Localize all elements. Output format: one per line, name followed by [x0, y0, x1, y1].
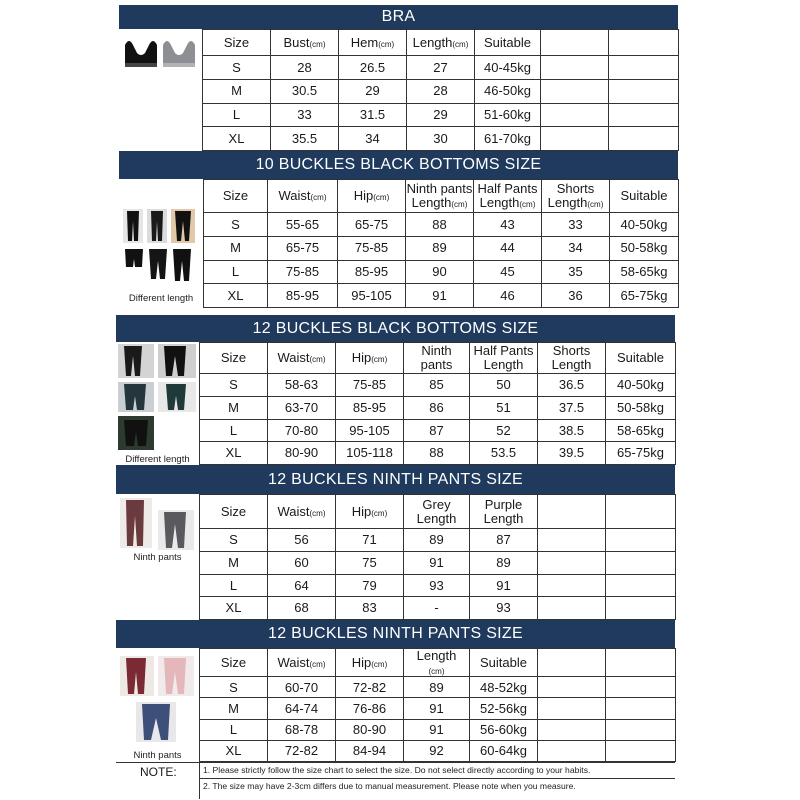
cell: - [404, 597, 470, 620]
bra-section [119, 5, 678, 151]
cell: 60 [268, 551, 336, 574]
buckles12-header-waist-text: Waist [277, 350, 310, 366]
empty-cell [606, 574, 676, 597]
cell: 89 [470, 551, 538, 574]
unit: (cm) [309, 508, 326, 518]
ninth-a-table [199, 494, 676, 620]
ninth-b-section [116, 620, 675, 762]
cell: 55-65 [268, 213, 338, 237]
ninth-b-header-length [404, 649, 470, 677]
cell: L [204, 260, 268, 284]
cell: 30 [407, 127, 475, 151]
cell: 51-60kg [475, 103, 541, 127]
empty-cell [541, 103, 609, 127]
note-label: NOTE: [140, 765, 177, 779]
cell: 92 [404, 740, 470, 761]
cell: 88 [406, 213, 474, 237]
ninth-a-image [116, 494, 200, 620]
unit: (cm) [451, 200, 468, 209]
bra-header-hem-text: Hem [350, 34, 379, 50]
buckles12-image [116, 342, 200, 465]
sports-bra-image [119, 33, 202, 93]
cell: 58-63 [268, 374, 336, 397]
unit: (cm) [587, 200, 604, 209]
unit: (cm) [452, 39, 469, 49]
buckles10-header-waist-text: Waist [278, 188, 311, 204]
cell: 88 [404, 442, 470, 465]
divider [199, 778, 675, 779]
cell: 91 [404, 698, 470, 719]
cell: L [200, 574, 268, 597]
cell: 50 [470, 374, 538, 397]
cell: 71 [336, 529, 404, 552]
ninth-b-table [199, 648, 676, 762]
buckles10-table [203, 179, 679, 308]
ninth-a-caption: Ninth pants [133, 552, 182, 563]
cell: 91 [404, 719, 470, 740]
cell: 36.5 [538, 374, 606, 397]
cell: 65-75kg [610, 284, 679, 308]
cell: S [200, 529, 268, 552]
cell: 34 [339, 127, 407, 151]
cell: 64-74 [268, 698, 336, 719]
ninth-b-header-waist-text: Waist [277, 654, 310, 670]
cell: S [200, 374, 268, 397]
buckles12-header-half: Half Pants Length [470, 343, 538, 374]
empty-cell [606, 495, 676, 529]
empty-cell [609, 127, 679, 151]
cell: S [200, 677, 268, 698]
cell: 84-94 [336, 740, 404, 761]
cell: L [203, 103, 271, 127]
ninth-pants-image [116, 496, 199, 552]
buckles10-title [119, 151, 678, 179]
cell: 35 [542, 260, 610, 284]
bra-image [119, 29, 203, 151]
cell: 89 [404, 677, 470, 698]
bra-header-length-text: Length [412, 34, 453, 50]
cell: 44 [474, 236, 542, 260]
cell: 52 [470, 419, 538, 442]
ninth-a-header-hip [336, 495, 404, 529]
cell: 75-85 [338, 236, 406, 260]
cell: 91 [406, 284, 474, 308]
bra-header-size: Size [203, 30, 271, 56]
cell: 80-90 [268, 442, 336, 465]
bra-title-text: BRA [381, 8, 416, 25]
cell: 95-105 [338, 284, 406, 308]
cell: 37.5 [538, 396, 606, 419]
cell: 33 [542, 213, 610, 237]
cell: 72-82 [336, 677, 404, 698]
empty-cell [606, 597, 676, 620]
cell: 53.5 [470, 442, 538, 465]
buckles10-caption: Different length [128, 293, 194, 304]
cell: 85-95 [268, 284, 338, 308]
bra-title [119, 5, 678, 29]
cell: 48-52kg [470, 677, 538, 698]
cell: M [200, 396, 268, 419]
unit: (cm) [371, 659, 388, 669]
empty-cell [606, 698, 676, 719]
ninth-a-section [116, 465, 675, 620]
cell: 26.5 [339, 56, 407, 80]
cell: 35.5 [271, 127, 339, 151]
buckles12-header-ninth: Ninth pants [404, 343, 470, 374]
cell: 75 [336, 551, 404, 574]
ninth-b-header-size: Size [200, 649, 268, 677]
buckles12-caption: Different length [125, 454, 190, 465]
cell: 90 [406, 260, 474, 284]
buckles10-header-hip-text: Hip [353, 188, 374, 204]
cell: 60-64kg [470, 740, 538, 761]
cell: 86 [404, 396, 470, 419]
empty-cell [538, 649, 606, 677]
cell: XL [200, 740, 268, 761]
bra-header-length [407, 30, 475, 56]
ninth-a-header-grey: Grey Length [404, 495, 470, 529]
empty-cell [538, 677, 606, 698]
empty-cell [541, 79, 609, 103]
buckles12-header-size: Size [200, 343, 268, 374]
cell: 36 [542, 284, 610, 308]
empty-cell [538, 529, 606, 552]
cell: 38.5 [538, 419, 606, 442]
cell: 93 [404, 574, 470, 597]
unit: (cm) [309, 39, 326, 49]
buckles12-header-shorts: Shorts Length [538, 343, 606, 374]
cell: 46 [474, 284, 542, 308]
cell: 28 [271, 56, 339, 80]
cell: 34 [542, 236, 610, 260]
cell: 46-50kg [475, 79, 541, 103]
cell: XL [200, 597, 268, 620]
ninth-b-header-suitable: Suitable [470, 649, 538, 677]
empty-cell [609, 30, 679, 56]
cell: 50-58kg [606, 396, 676, 419]
unit: (cm) [309, 355, 326, 365]
cell: 95-105 [336, 419, 404, 442]
buckles10-header-ninth-text: Ninth pants Length [406, 181, 473, 210]
buckles10-header-half [474, 180, 542, 213]
note-line-2: 2. The size may have 2-3cm differs due to manual measurement. Please note when you measure. [203, 781, 576, 791]
cell: 40-45kg [475, 56, 541, 80]
cell: M [204, 236, 268, 260]
cell: M [200, 551, 268, 574]
cell: 40-50kg [606, 374, 676, 397]
buckles10-header-shorts-text: Shorts Length [547, 181, 595, 210]
empty-cell [606, 719, 676, 740]
cell: S [203, 56, 271, 80]
empty-cell [541, 30, 609, 56]
unit: (cm) [373, 193, 390, 203]
cell: M [203, 79, 271, 103]
empty-cell [606, 740, 676, 761]
empty-cell [538, 574, 606, 597]
ninth-b-header-waist [268, 649, 336, 677]
bra-header-bust-text: Bust [283, 34, 310, 50]
cell: 68 [268, 597, 336, 620]
cell: 93 [470, 597, 538, 620]
cell: 29 [407, 103, 475, 127]
cell: 64 [268, 574, 336, 597]
cell: 87 [470, 529, 538, 552]
cell: 40-50kg [610, 213, 679, 237]
unit: (cm) [519, 200, 536, 209]
cell: 56 [268, 529, 336, 552]
unit: (cm) [371, 508, 388, 518]
cell: 29 [339, 79, 407, 103]
cell: XL [203, 127, 271, 151]
ninth-a-title [116, 465, 675, 494]
empty-cell [541, 56, 609, 80]
cell: M [200, 698, 268, 719]
cell: 65-75kg [606, 442, 676, 465]
cell: 45 [474, 260, 542, 284]
unit: (cm) [371, 355, 388, 365]
cell: 85-95 [338, 260, 406, 284]
cell: 39.5 [538, 442, 606, 465]
cell: 65-75 [268, 236, 338, 260]
ninth-a-header-waist [268, 495, 336, 529]
cell: 43 [474, 213, 542, 237]
buckles12-table [199, 342, 676, 465]
ninth-a-header-waist-text: Waist [277, 503, 310, 519]
bra-header-bust [271, 30, 339, 56]
cell: XL [200, 442, 268, 465]
cell: 72-82 [268, 740, 336, 761]
ninth-a-header-size: Size [200, 495, 268, 529]
cell: L [200, 719, 268, 740]
buckles12-title [116, 315, 675, 342]
cell: 51 [470, 396, 538, 419]
divider [199, 763, 200, 799]
buckles10-image [119, 179, 204, 308]
buckles10-header-waist [268, 180, 338, 213]
empty-cell [609, 103, 679, 127]
cell: 91 [470, 574, 538, 597]
cell: 70-80 [268, 419, 336, 442]
buckles10-title-text: 10 BUCKLES BLACK BOTTOMS SIZE [255, 156, 542, 173]
cell: 52-56kg [470, 698, 538, 719]
empty-cell [606, 551, 676, 574]
cell: L [200, 419, 268, 442]
cell: 91 [404, 551, 470, 574]
empty-cell [538, 495, 606, 529]
bra-table [202, 29, 679, 151]
cell: 75-85 [268, 260, 338, 284]
buckles10-header-shorts [542, 180, 610, 213]
cell: 56-60kg [470, 719, 538, 740]
ninth-a-title-text: 12 BUCKLES NINTH PANTS SIZE [268, 471, 523, 488]
ninth-b-header-hip-text: Hip [351, 654, 372, 670]
cell: 60-70 [268, 677, 336, 698]
cell: 83 [336, 597, 404, 620]
black-bottoms-image [119, 207, 203, 287]
note-section [116, 762, 675, 799]
empty-cell [606, 529, 676, 552]
buckles12-title-text: 12 BUCKLES BLACK BOTTOMS SIZE [252, 320, 539, 337]
buckles12-section [116, 315, 675, 465]
ninth-a-header-hip-text: Hip [351, 503, 372, 519]
empty-cell [538, 551, 606, 574]
cell: 58-65kg [606, 419, 676, 442]
cell: 89 [406, 236, 474, 260]
empty-cell [541, 127, 609, 151]
cell: 33 [271, 103, 339, 127]
empty-cell [606, 677, 676, 698]
empty-cell [609, 56, 679, 80]
ninth-b-image [116, 648, 200, 762]
cell: 80-90 [336, 719, 404, 740]
buckles10-header-suitable: Suitable [610, 180, 679, 213]
cell: 76-86 [336, 698, 404, 719]
ninth-a-header-purple: Purple Length [470, 495, 538, 529]
buckles10-section [119, 151, 678, 308]
cell: 58-65kg [610, 260, 679, 284]
bra-header-hem [339, 30, 407, 56]
cell: 65-75 [338, 213, 406, 237]
cell: 27 [407, 56, 475, 80]
buckles12-header-waist [268, 343, 336, 374]
empty-cell [538, 719, 606, 740]
unit: (cm) [309, 659, 326, 669]
cell: 28 [407, 79, 475, 103]
ninth-b-title [116, 620, 675, 648]
cell: 68-78 [268, 719, 336, 740]
buckles10-header-half-text: Half Pants Length [477, 181, 538, 210]
cell: 31.5 [339, 103, 407, 127]
cell: 61-70kg [475, 127, 541, 151]
buckles10-header-hip [338, 180, 406, 213]
note-line-1: 1. Please strictly follow the size chart to select the size. Do not select directly according to your habits. [203, 765, 591, 775]
black-bottoms-image [116, 344, 199, 452]
bra-header-suitable: Suitable [475, 30, 541, 56]
empty-cell [538, 698, 606, 719]
empty-cell [609, 79, 679, 103]
buckles12-header-hip-text: Hip [351, 350, 372, 366]
empty-cell [538, 740, 606, 761]
empty-cell [538, 597, 606, 620]
cell: 105-118 [336, 442, 404, 465]
ninth-b-title-text: 12 BUCKLES NINTH PANTS SIZE [268, 625, 523, 642]
cell: 79 [336, 574, 404, 597]
buckles12-header-suitable: Suitable [606, 343, 676, 374]
unit: (cm) [310, 193, 327, 203]
empty-cell [606, 649, 676, 677]
buckles10-header-size: Size [204, 180, 268, 213]
cell: 85 [404, 374, 470, 397]
cell: XL [204, 284, 268, 308]
cell: 50-58kg [610, 236, 679, 260]
ninth-b-header-length-text: Length [416, 648, 457, 663]
cell: 89 [404, 529, 470, 552]
cell: 85-95 [336, 396, 404, 419]
buckles12-header-hip [336, 343, 404, 374]
cell: 63-70 [268, 396, 336, 419]
ninth-b-header-hip [336, 649, 404, 677]
cell: 87 [404, 419, 470, 442]
ninth-pants-image [116, 652, 199, 744]
cell: S [204, 213, 268, 237]
ninth-b-caption: Ninth pants [133, 750, 182, 761]
cell: 75-85 [336, 374, 404, 397]
unit: (cm) [378, 39, 395, 49]
buckles10-header-ninth [406, 180, 474, 213]
cell: 30.5 [271, 79, 339, 103]
unit: (cm) [428, 666, 445, 676]
